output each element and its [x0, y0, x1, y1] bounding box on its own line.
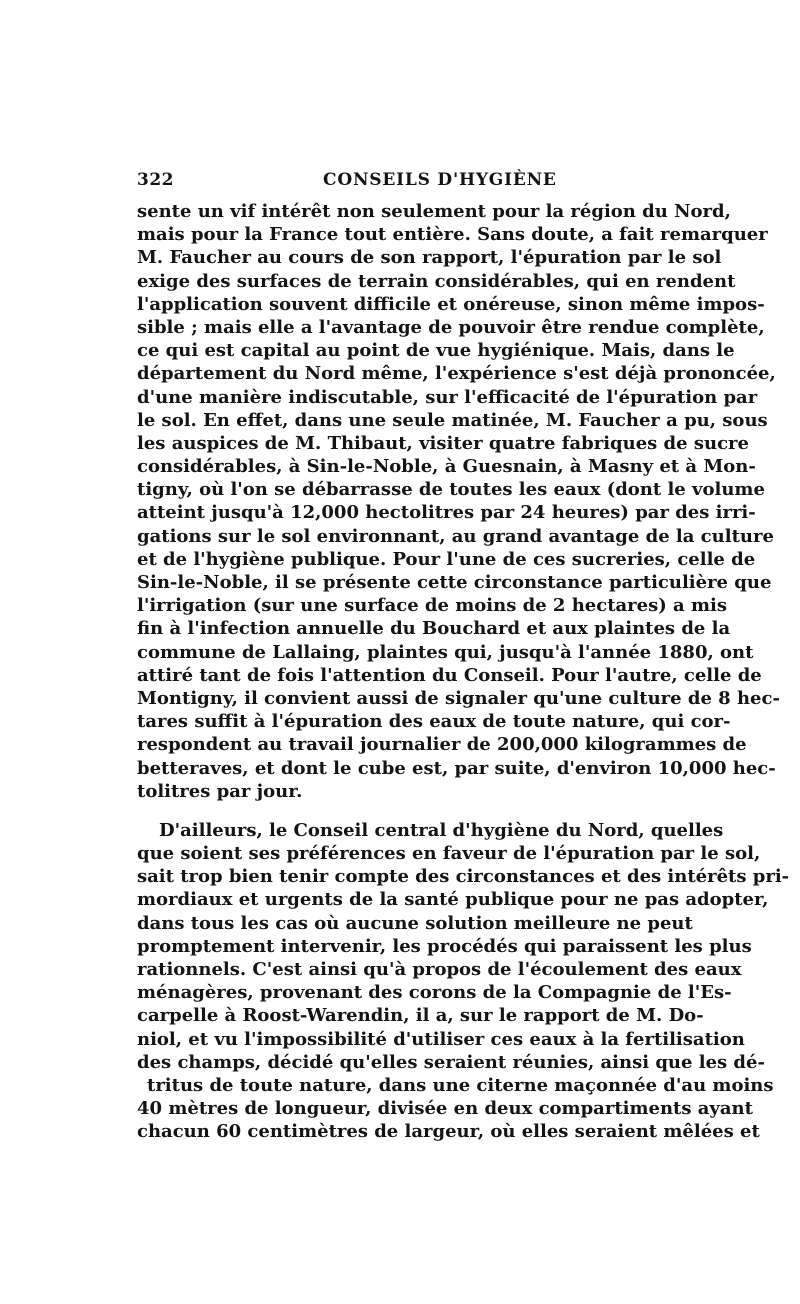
paragraph-2	[137, 819, 790, 1144]
text-line: sible ; mais elle a l'avantage de pouvoir être rendue complète,	[137, 316, 765, 338]
running-head	[137, 170, 667, 194]
text-line: atteint jusqu'à 12,000 hectolitres par 24 heures) par des irri-	[137, 502, 756, 524]
text-line: attiré tant de fois l'attention du Conseil. Pour l'autre, celle de	[137, 664, 762, 686]
text-line: les auspices de M. Thibaut, visiter quatre fabriques de sucre	[137, 432, 749, 454]
text-line: des champs, décidé qu'elles seraient réunies, ainsi que les dé-	[137, 1051, 765, 1073]
text-line: considérables, à Sin-le-Noble, à Guesnain, à Masny et à Mon-	[137, 456, 756, 478]
text-line: l'irrigation (sur une surface de moins de 2 hectares) a mis	[137, 595, 727, 617]
text-line: sait trop bien tenir compte des circonstances et des intérêts pri-	[137, 866, 790, 888]
text-line: gations sur le sol environnant, au grand avantage de la culture	[137, 525, 774, 547]
text-line: niol, et vu l'impossibilité d'utiliser ces eaux à la fertilisation	[137, 1028, 745, 1050]
text-line: respondent au travail journalier de 200,000 kilogrammes de	[137, 734, 747, 756]
text-line: tares suffit à l'épuration des eaux de toute nature, qui cor-	[137, 711, 731, 733]
text-line: ce qui est capital au point de vue hygiénique. Mais, dans le	[137, 340, 735, 362]
paragraph-1	[137, 200, 780, 803]
text-line: D'ailleurs, le Conseil central d'hygiène du Nord, quelles	[159, 819, 724, 841]
text-line: département du Nord même, l'expérience s'est déjà prononcée,	[137, 363, 776, 385]
page-number: 322	[137, 170, 174, 190]
running-title: CONSEILS D'HYGIÈNE	[323, 170, 557, 190]
body-text	[137, 200, 790, 1144]
text-line: betteraves, et dont le cube est, par suite, d'environ 10,000 hec-	[137, 757, 776, 779]
text-line: le sol. En effet, dans une seule matinée, M. Faucher a pu, sous	[137, 409, 768, 431]
text-line: dans tous les cas où aucune solution meilleure ne peut	[137, 912, 693, 934]
text-line: tigny, où l'on se débarrasse de toutes les eaux (dont le volume	[137, 479, 765, 501]
text-line: rationnels. C'est ainsi qu'à propos de l'écoulement des eaux	[137, 959, 742, 980]
text-line: mordiaux et urgents de la santé publique pour ne pas adopter,	[137, 889, 769, 911]
text-line: Montigny, il convient aussi de signaler qu'une culture de 8 hec-	[137, 687, 780, 709]
text-line: 40 mètres de longueur, divisée en deux compartiments ayant	[137, 1098, 753, 1120]
text-line: que soient ses préférences en faveur de l'épuration par le sol,	[137, 843, 761, 865]
text-line: fin à l'infection annuelle du Bouchard et aux plaintes de la	[137, 618, 731, 640]
text-line: l'application souvent difficile et onéreuse, sinon même impos-	[137, 293, 765, 315]
text-line: promptement intervenir, les procédés qui paraissent les plus	[137, 935, 752, 957]
text-line: Sin-le-Noble, il se présente cette circonstance particulière que	[137, 572, 772, 593]
text-line: tritus de toute nature, dans une citerne maçonnée d'au moins	[147, 1074, 774, 1096]
text-line: sente un vif intérêt non seulement pour la région du Nord,	[137, 201, 731, 222]
text-line: exige des surfaces de terrain considérables, qui en rendent	[137, 270, 736, 292]
text-line: M. Faucher au cours de son rapport, l'épuration par le sol	[137, 247, 722, 269]
text-line: tolitres par jour.	[137, 780, 303, 802]
text-line: commune de Lallaing, plaintes qui, jusqu'à l'année 1880, ont	[137, 641, 754, 663]
paragraph-gap	[137, 803, 667, 819]
text-line: ménagères, provenant des corons de la Compagnie de l'Es-	[137, 982, 732, 1004]
text-line: d'une manière indiscutable, sur l'efficacité de l'épuration par	[137, 386, 758, 408]
text-line: chacun 60 centimètres de largeur, où elles seraient mêlées et	[137, 1121, 760, 1143]
text-line: carpelle à Roost-Warendin, il a, sur le rapport de M. Do-	[137, 1005, 704, 1027]
text-line: et de l'hygiène publique. Pour l'une de ces sucreries, celle de	[137, 548, 756, 570]
text-line: mais pour la France tout entière. Sans doute, a fait remarquer	[137, 224, 768, 246]
